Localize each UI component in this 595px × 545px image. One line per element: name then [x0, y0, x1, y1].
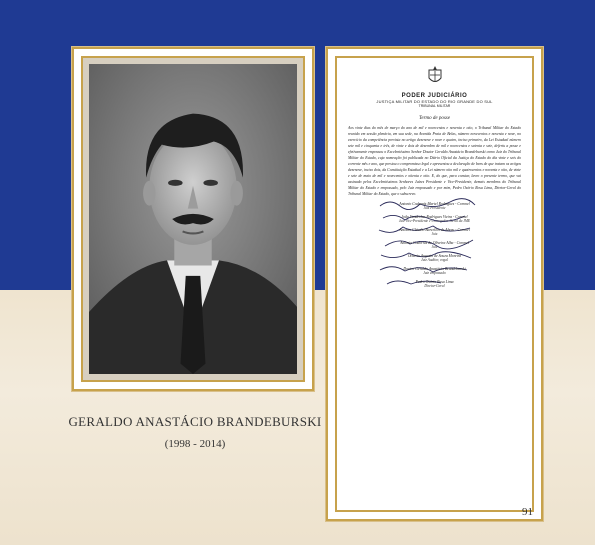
signatory-name: Antonio Codorníz Martel Rodrigues - Coronel	[399, 202, 470, 206]
signatory-name: Octavio Augusto de Souza Moreira	[407, 254, 462, 258]
portrait-caption-name: GERALDO ANASTÁCIO BRANDEBURSKI	[68, 414, 322, 429]
signatory-role: Diretor-Geral	[424, 284, 445, 288]
header-line-1: PODER JUDICIÁRIO	[401, 93, 468, 99]
page-number: 91	[522, 506, 533, 518]
signatory-role: Juiz empossado	[423, 271, 446, 275]
signatory-name: Antonio Codorníz de Oliveira Alba - Coronel	[400, 241, 469, 245]
signature-block	[345, 202, 524, 288]
signatory-name: Doutor Geraldo Anastácio Brandeburski	[403, 267, 466, 271]
document-frame	[326, 47, 543, 521]
signatory-name: Antonio Cláudio Barcellos de Abreu - Coronel	[399, 228, 470, 232]
signatory-role: Juiz Vice-Presidente e Corregedor-Geral da JME	[398, 219, 471, 223]
signatory-name: Pedro Osório Rosa Lima	[415, 280, 454, 284]
signatory-name: João Vanderlan Rodrigues Vieira - Coronel	[401, 215, 468, 219]
posse-document	[345, 66, 524, 502]
document-body: Aos vinte dias do mês de março do ano de mil e novecentos e noventa e oito, o Tribunal Militar do Estado reunido em sessão plenária, em sua sede, na Avenida Praia de Belas, número novecentos e noventa e nove, no exercício da competência prevista no artigo dezenove e nove e quatro, inciso primeiro, da Lei Estadual número sete mil e cinquenta e três, de vinte e dois de dezembro de mil e novecentos e setenta e sete, deferiu a posse e efetivamente empossou o Excelentíssimo Senhor Doutor Geraldo Anastácio Brandeburski como Juiz do Tribunal Militar do Estado, cuja nomeação foi publicada no Diário Oficial da Justiça do Estado do dia vinte e seis do corrente mês e ano, que prestou o compromisso legal e apresentou a declaração de bens de que tratam os artigos dezenove, inciso dois, da Constituição Estadual e a Lei número oito mil e quatrocentos e noventa e oito, de vinte e sete de maio de mil e novecentos e oitenta e oito. E, do que, para constar, lavro o presente termo, que vai assinado pelos Excelentíssimos Senhores Juízes Presidente e Vice-Presidente, demais membros do Tribunal Militar do Estado e empossado, pelo Juiz empossado e por mim, Pedro Osório Rosa Lima, Diretor-Geral do Tribunal Militar do Estado, que o subscrevo.	[348, 126, 521, 196]
document-inner-border	[335, 56, 534, 512]
header-line-3: TRIBUNAL MILITAR	[418, 104, 451, 108]
portrait-photo	[89, 64, 297, 374]
signatory	[345, 280, 524, 288]
coat-of-arms-icon	[427, 66, 443, 86]
document-title: Termo de posse	[419, 116, 450, 121]
signatory-role: Juiz Presidente	[423, 206, 446, 210]
document-header	[345, 66, 524, 108]
header-line-2: JUSTIÇA MILITAR DO ESTADO DO RIO GRANDE DO SUL	[376, 99, 493, 104]
signatory-role: Juiz Auditor, vogal	[421, 258, 448, 262]
signatory-role: Juiz	[431, 245, 438, 249]
portrait-caption-years: (1998 - 2014)	[164, 438, 226, 450]
signatory-role: Juiz	[431, 232, 438, 236]
portrait-frame	[72, 47, 314, 391]
portrait-inner-border	[81, 56, 305, 382]
